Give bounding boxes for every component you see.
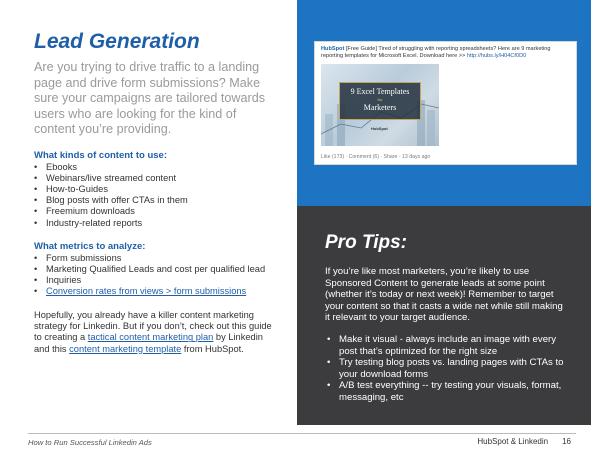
pro-tips-title: Pro Tips: (325, 232, 407, 253)
post-brand[interactable]: HubSpot (321, 46, 345, 52)
list-item: • A/B test everything -- try testing your visuals, format, messaging, etc (325, 380, 567, 403)
list-item: • Inquiries (34, 275, 277, 286)
content-heading: What kinds of content to use: (34, 149, 167, 161)
tactical-content-plan-link[interactable]: tactical content marketing plan (87, 332, 214, 343)
page-title: Lead Generation (34, 30, 200, 53)
list-item: • Ebooks (34, 162, 277, 173)
list-item: • Try testing blog posts vs. landing pages with CTAs to your download forms (325, 357, 567, 380)
closing-text: Hopefully, you already have a killer content marketing strategy for Linkedin. But if you don’t, check out this guide to creating a (34, 309, 272, 343)
footer-divider (28, 433, 576, 434)
conversion-rates-link[interactable]: Conversion rates from views > form submissions (46, 286, 247, 297)
post-image[interactable] (321, 64, 439, 146)
closing-text: from HubSpot. (181, 343, 244, 354)
list-item (34, 286, 277, 297)
list-item: • Marketing Qualified Leads and cost per qualified lead (34, 264, 277, 275)
image-logo: HubSpot (371, 126, 388, 131)
lead-generation-column (0, 0, 297, 425)
footer-branding (477, 437, 571, 446)
list-item: • How-to-Guides (34, 184, 277, 195)
list-item: • Make it visual - always include an image with every post that’s optimized for the right size (325, 334, 567, 357)
list-item: • Blog posts with offer CTAs in them (34, 195, 277, 206)
list-item: • Form submissions (34, 253, 277, 264)
pro-tips-paragraph: If you’re like most marketers, you’re likely to use Sponsored Content to generate leads at some point (whether it’s today or next week)! Remember to target your content so that it casts a wide net while still making it relevant to your target audience. (325, 266, 563, 324)
image-title-box (339, 82, 421, 120)
closing-paragraph (34, 310, 277, 356)
intro-paragraph: Are you trying to drive traffic to a landing page and drive form submissions? Make sure your campaigns are tailored towards users who are looking for the kind of content you’re providing. (34, 60, 265, 136)
page-number: 16 (562, 437, 571, 446)
footer-title: How to Run Successful Linkedin Ads (28, 438, 152, 447)
list-item: • Freemium downloads (34, 206, 277, 217)
pro-tips-panel (297, 206, 591, 425)
post-url[interactable]: http://hubs.ly/H04Cf0D0 (466, 53, 527, 59)
image-title-line: Marketers (363, 103, 397, 112)
example-panel (297, 0, 591, 206)
post-text (321, 46, 570, 60)
list-item: • Webinars/live streamed content (34, 173, 277, 184)
list-item: • Industry-related reports (34, 218, 277, 229)
image-title-line: 9 Excel Templates (350, 87, 410, 96)
metrics-heading: What metrics to analyze: (34, 240, 146, 252)
closing-text: by Linkedin and this (34, 332, 263, 354)
content-marketing-template-link[interactable]: content marketing template (69, 343, 182, 354)
footer-brand: HubSpot & Linkedin (477, 437, 549, 446)
sponsored-post-card[interactable] (314, 41, 577, 165)
pro-tips-list (325, 334, 567, 404)
post-body: [Free Guide] Tired of struggling with reporting spreadsheets? Here are 9 marketing reporting templates for Microsoft Excel. Download here >> (321, 46, 551, 59)
content-list (34, 162, 277, 229)
post-actions[interactable]: Like (173) · Comment (6) · Share · 13 days ago (321, 154, 431, 160)
metrics-list (34, 253, 277, 298)
image-title-line: for (377, 97, 383, 102)
